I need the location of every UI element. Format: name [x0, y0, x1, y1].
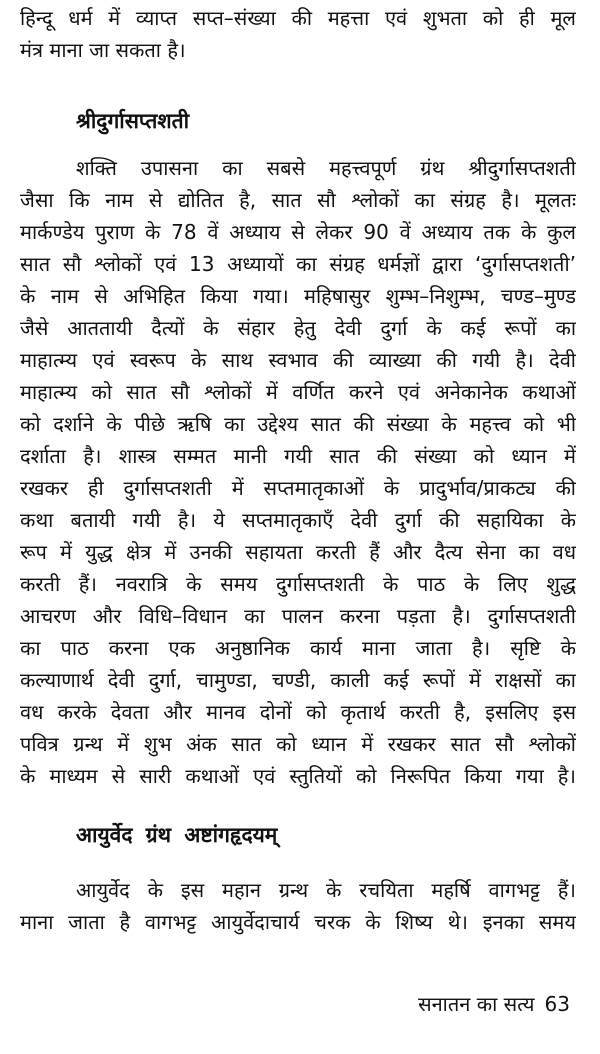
- paragraph-line: शक्ति उपासना का सबसे महत्त्वपूर्ण ग्रंथ श्रीदुर्गासप्तशती: [76, 156, 576, 180]
- paragraph-line: जैसा कि नाम से द्योतित है, सात सौ श्लोकों का संग्रह है। मूलतः: [20, 188, 576, 212]
- paragraph-line: सात सौ श्लोकों एवं 13 अध्यायों का संग्रह धर्मज्ञों द्वारा ‘दुर्गासप्तशती’: [20, 252, 576, 276]
- paragraph-line: आयुर्वेद के इस महान ग्रन्थ के रचयिता महर्षि वागभट्ट हैं।: [76, 878, 576, 902]
- paragraph-line: के नाम से अभिहित किया गया। महिषासुर शुम्भ–निशुम्भ, चण्ड–मुण्ड: [20, 284, 576, 308]
- intro-line: मंत्र माना जा सकता है।: [20, 38, 186, 62]
- page-number: 63: [544, 992, 570, 1016]
- paragraph-line: पवित्र ग्रन्थ में शुभ अंक सात को ध्यान में रखकर सात सौ श्लोकों: [20, 732, 576, 756]
- paragraph-line: मार्कण्डेय पुराण के 78 वें अध्याय से लेकर 90 वें अध्याय तक के कुल: [20, 220, 576, 244]
- paragraph-line: दर्शाता है। शास्त्र सम्मत मानी गयी सात की संख्या को ध्यान में: [20, 444, 576, 468]
- paragraph-line: माहात्म्य को सात सौ श्लोकों में वर्णित करने एवं अनेकानेक कथाओं: [20, 380, 576, 404]
- paragraph-line: माहात्म्य एवं स्वरूप के साथ स्वभाव की व्याख्या की गयी है। देवी: [20, 348, 576, 372]
- paragraph-line: आचरण और विधि–विधान का पालन करना पड़ता है। दुर्गासप्तशती: [20, 604, 576, 628]
- section-heading-ashtangahridayam: आयुर्वेद ग्रंथ अष्टांगहृदयम्: [76, 823, 278, 847]
- paragraph-line: कथा बतायी गयी है। ये सप्तमातृकाएँ देवी दुर्गा की सहायिका के: [20, 508, 576, 532]
- section-heading-durgasaptashati: श्रीदुर्गासप्तशती: [76, 109, 190, 133]
- paragraph-line: माना जाता है वागभट्ट आयुर्वेदाचार्य चरक के शिष्य थे। इनका समय: [20, 910, 576, 934]
- intro-line: हिन्दू धर्म में व्याप्त सप्त–संख्या की महत्ता एवं शुभता को ही मूल: [20, 6, 576, 30]
- paragraph-line: वध करके देवता और मानव दोनों को कृतार्थ करती है, इसलिए इस: [20, 700, 576, 724]
- paragraph-line: को दर्शाने के पीछे ऋषि का उद्देश्य सात की संख्या के महत्त्व को भी: [20, 412, 576, 436]
- paragraph-line: करती हैं। नवरात्रि के समय दुर्गासप्तशती के पाठ के लिए शुद्ध: [20, 572, 576, 596]
- paragraph-line: रखकर ही दुर्गासप्तशती में सप्तमातृकाओं के प्रादुर्भाव/प्राकट्य की: [20, 476, 576, 500]
- paragraph-line: के माध्यम से सारी कथाओं एवं स्तुतियों को निरूपित किया गया है।: [20, 764, 576, 788]
- book-title: सनातन का सत्य: [418, 992, 535, 1016]
- paragraph-line: कल्याणार्थ देवी दुर्गा, चामुण्डा, चण्डी, काली कई रूपों में राक्षसों का: [20, 668, 576, 692]
- paragraph-line: का पाठ करना एक अनुष्ठानिक कार्य माना जाता है। सृष्टि के: [20, 636, 576, 660]
- paragraph-line: जैसे आततायी दैत्यों के संहार हेतु देवी दुर्गा के कई रूपों का: [20, 316, 576, 340]
- page-footer: [418, 988, 570, 1020]
- paragraph-line: रूप में युद्ध क्षेत्र में उनकी सहायता करती हैं और दैत्य सेना का वध: [20, 540, 576, 564]
